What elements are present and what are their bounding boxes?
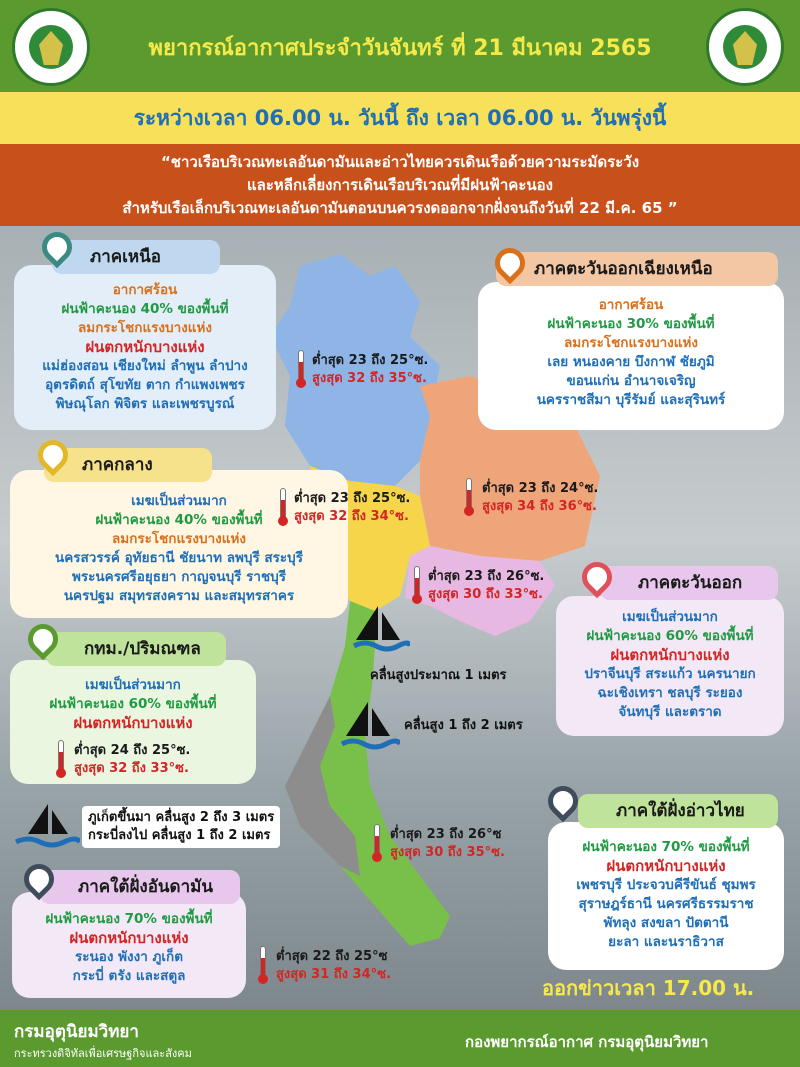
north-forecast-box: [14, 265, 276, 430]
south-east-thermometer-icon: [372, 824, 382, 864]
south-west-forecast-box: [12, 892, 246, 998]
warning-line-2: และหลีกเลี่ยงการเดินเรือบริเวณที่มีฝนฟ้าคะนอง: [247, 176, 553, 194]
northeast-provinces-2: ขอนแก่น อำนาจเจริญ: [566, 373, 696, 389]
sailboat-gulf-upper-icon: [350, 600, 410, 660]
east-temps: ต่ำสุด 23 ถึง 26°ซ. สูงสุด 30 ถึง 33°ซ.: [428, 569, 545, 602]
northeast-temps: ต่ำสุด 23 ถึง 24°ซ. สูงสุด 34 ถึง 36°ซ.: [482, 481, 599, 514]
bangkok-storm: ฝนฟ้าคะนอง 60% ของพื้นที่: [49, 696, 217, 712]
east-label: ภาคตะวันออก: [600, 566, 778, 600]
east-provinces-2: ฉะเชิงเทรา ชลบุรี ระยอง: [597, 685, 743, 701]
page-title: พยากรณ์อากาศประจำวันจันทร์ ที่ 21 มีนาคม 2565: [148, 36, 652, 61]
northeast-forecast-box: [478, 282, 784, 430]
wave-andaman-north: ภูเก็ตขึ้นมา คลื่นสูง 2 ถึง 3 เมตร: [88, 810, 275, 825]
north-temps: ต่ำสุด 23 ถึง 25°ซ. สูงสุด 32 ถึง 35°ซ.: [312, 353, 429, 386]
north-thermometer-icon: [296, 350, 306, 390]
south-west-label: ภาคใต้ฝั่งอันดามัน: [40, 870, 240, 904]
northeast-storm: ฝนฟ้าคะนอง 30% ของพื้นที่: [547, 316, 715, 332]
south-east-temps: ต่ำสุด 23 ถึง 26°ซ สูงสุด 30 ถึง 35°ซ.: [390, 827, 505, 860]
east-provinces-1: ปราจีนบุรี สระแก้ว นครนายก: [584, 666, 756, 682]
south-west-temps: ต่ำสุด 22 ถึง 25°ซ สูงสุด 31 ถึง 34°ซ.: [276, 949, 391, 982]
wave-gulf-lower: คลื่นสูง 1 ถึง 2 เมตร: [404, 718, 523, 733]
bangkok-temps: ต่ำสุด 24 ถึง 25°ซ. สูงสุด 32 ถึง 33°ซ.: [74, 743, 191, 776]
central-provinces-2: พระนครศรีอยุธยา กาญจนบุรี ราชบุรี: [72, 569, 286, 585]
north-label: ภาคเหนือ: [52, 240, 220, 274]
issue-time: ออกข่าวเวลา 17.00 น.: [542, 976, 755, 1000]
northeast-wind: ลมกระโชกแรงบางแห่ง: [564, 335, 698, 351]
central-condition: เมฆเป็นส่วนมาก: [131, 493, 227, 509]
south-east-forecast-box: [548, 822, 784, 970]
central-provinces-3: นครปฐม สมุทรสงคราม และสมุทรสาคร: [63, 588, 295, 604]
wave-gulf-upper: คลื่นสูงประมาณ 1 เมตร: [370, 668, 507, 683]
south-east-provinces-4: ยะลา และนราธิวาส: [608, 934, 724, 950]
east-condition: เมฆเป็นส่วนมาก: [622, 609, 718, 625]
northeast-provinces-1: เลย หนองคาย บึงกาฬ ชัยภูมิ: [547, 354, 715, 370]
north-provinces-2: อุตรดิตถ์ สุโขทัย ตาก กำแพงเพชร: [45, 377, 245, 393]
header-bar: [0, 0, 800, 92]
central-storm: ฝนฟ้าคะนอง 40% ของพื้นที่: [95, 512, 263, 528]
bangkok-heavy-rain: ฝนตกหนักบางแห่ง: [73, 714, 193, 732]
south-west-provinces-2: กระบี่ ตรัง และสตูล: [72, 968, 186, 984]
bangkok-label: กทม./ปริมณฑล: [46, 632, 226, 666]
footer-bar: [0, 1010, 800, 1067]
east-forecast-box: [556, 596, 784, 736]
central-label: ภาคกลาง: [44, 448, 212, 482]
bangkok-thermometer-icon: [56, 740, 66, 780]
footer-org: กรมอุตุนิยมวิทยา: [14, 1022, 139, 1042]
east-storm: ฝนฟ้าคะนอง 60% ของพื้นที่: [586, 628, 754, 644]
south-east-provinces-2: สุราษฎร์ธานี นครศรีธรรมราช: [578, 896, 754, 912]
south-west-provinces-1: ระนอง พังงา ภูเก็ต: [75, 949, 183, 965]
northeast-thermometer-icon: [464, 478, 474, 518]
central-thermometer-icon: [278, 488, 288, 528]
north-condition: อากาศร้อน: [112, 282, 178, 298]
north-wind: ลมกระโชกแรงบางแห่ง: [78, 320, 212, 336]
south-west-heavy-rain: ฝนตกหนักบางแห่ง: [69, 929, 189, 947]
bangkok-condition: เมฆเป็นส่วนมาก: [85, 677, 181, 693]
footer-division: กองพยากรณ์อากาศ กรมอุตุนิยมวิทยา: [465, 1033, 709, 1051]
south-east-provinces-1: เพชรบุรี ประจวบคีรีขันธ์ ชุมพร: [576, 877, 756, 893]
north-heavy-rain: ฝนตกหนักบางแห่ง: [85, 338, 205, 356]
northeast-label: ภาคตะวันออกเฉียงเหนือ: [496, 252, 778, 286]
east-provinces-3: จันทบุรี และตราด: [618, 704, 722, 720]
south-east-provinces-3: พัทลุง สงขลา ปัตตานี: [603, 915, 729, 931]
northeast-provinces-3: นครราชสีมา บุรีรัมย์ และสุรินทร์: [536, 392, 726, 408]
warning-line-3: สำหรับเรือเล็กบริเวณทะเลอันดามันตอนบนควรงดออกจากฝั่งจนถึงวันที่ 22 มี.ค. 65 ”: [122, 199, 678, 217]
north-provinces-1: แม่ฮ่องสอน เชียงใหม่ ลำพูน ลำปาง: [42, 358, 248, 374]
tmd-logo-icon: [706, 8, 784, 86]
south-east-heavy-rain: ฝนตกหนักบางแห่ง: [606, 857, 726, 875]
ministry-logo-icon: [12, 8, 90, 86]
south-east-label: ภาคใต้ฝั่งอ่าวไทย: [578, 794, 778, 828]
central-wind: ลมกระโชกแรงบางแห่ง: [112, 531, 246, 547]
south-west-storm: ฝนฟ้าคะนอง 70% ของพื้นที่: [45, 911, 213, 927]
east-heavy-rain: ฝนตกหนักบางแห่ง: [610, 646, 730, 664]
east-thermometer-icon: [412, 566, 422, 606]
central-temps: ต่ำสุด 23 ถึง 25°ซ. สูงสุด 32 ถึง 34°ซ.: [294, 491, 411, 524]
footer-ministry: กระทรวงดิจิทัลเพื่อเศรษฐกิจและสังคม: [14, 1047, 192, 1060]
sailboat-gulf-lower-icon: [340, 696, 400, 756]
northeast-condition: อากาศร้อน: [598, 297, 664, 313]
south-east-storm: ฝนฟ้าคะนอง 70% ของพื้นที่: [582, 839, 750, 855]
north-storm: ฝนฟ้าคะนอง 40% ของพื้นที่: [61, 301, 229, 317]
forecast-period: ระหว่างเวลา 06.00 น. วันนี้ ถึง เวลา 06.00 น. วันพรุ่งนี้: [0, 92, 800, 144]
warning-line-1: “ชาวเรือบริเวณทะเลอันดามันและอ่าวไทยควรเดินเรือด้วยความระมัดระวัง: [160, 153, 640, 171]
central-provinces-1: นครสวรรค์ อุทัยธานี ชัยนาท ลพบุรี สระบุรี: [55, 550, 303, 566]
sailboat-andaman-icon: [14, 796, 80, 856]
wave-andaman-south: กระบี่ลงไป คลื่นสูง 1 ถึง 2 เมตร: [88, 828, 271, 843]
north-provinces-3: พิษณุโลก พิจิตร และเพชรบูรณ์: [55, 396, 235, 412]
south-west-thermometer-icon: [258, 946, 268, 986]
marine-warning: [0, 144, 800, 226]
wave-andaman: [82, 806, 280, 848]
